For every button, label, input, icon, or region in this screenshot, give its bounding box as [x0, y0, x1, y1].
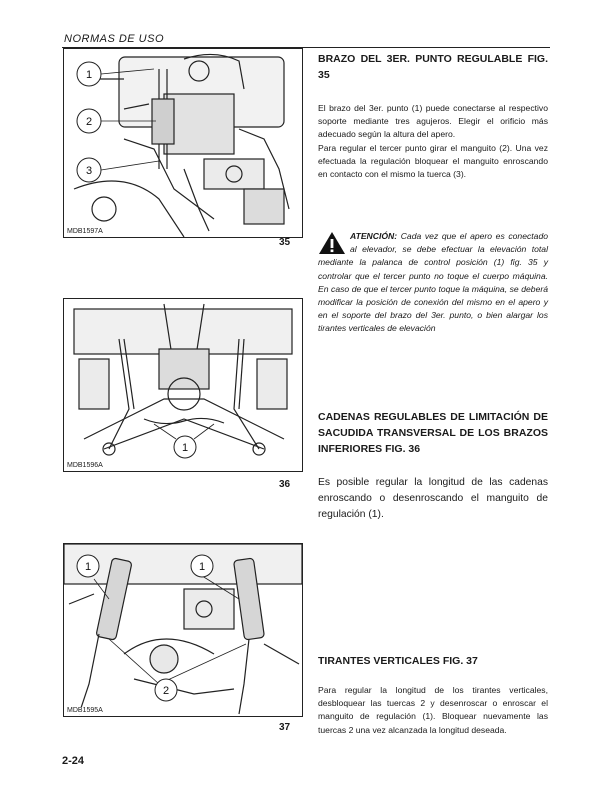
- figure-37-illustration: [64, 544, 302, 716]
- section-3-paragraph-1: Para regular la longitud de los tirantes verticales, desbloquear las tuercas 2 y desenroscar o enroscar el manguito de regulación (1). Bloquear nuevamente las tuercas 2 una vez alcanzada la longitud deseada.: [318, 685, 548, 735]
- callout-2-label: 2: [85, 116, 93, 128]
- figure-37-code: MDB1595A: [67, 707, 103, 714]
- figure-36-number: 36: [279, 479, 291, 490]
- figure-35-number: 35: [279, 237, 291, 248]
- figure-35-code: MDB1597A: [67, 228, 103, 235]
- section-2-title: CADENAS REGULABLES DE LIMITACIÓN DE SACUDIDA TRANSVERSAL DE LOS BRAZOS INFERIORES FIG. 36: [318, 411, 548, 455]
- section-1-body: [318, 102, 548, 181]
- callout-2-label: 2: [162, 685, 170, 697]
- callout-1a-label: 1: [84, 561, 92, 573]
- section-2-body: [318, 475, 548, 523]
- callout-3-label: 3: [85, 165, 93, 177]
- section-3-body: [318, 684, 548, 737]
- callout-1-label: 1: [181, 442, 189, 454]
- section-header-title: NORMAS DE USO: [64, 33, 165, 45]
- section-2-paragraph-1: Es posible regular la longitud de las cadenas enroscando o desenroscando el manguito de regulación (1).: [318, 477, 548, 520]
- warning-label: ATENCIÓN:: [350, 231, 398, 241]
- section-1-paragraph-1: El brazo del 3er. punto (1) puede conectarse al respectivo soporte mediante tres agujeros. Elegir el orificio más adecuado según la altura del apero.: [318, 103, 548, 140]
- figure-35-image: [63, 48, 303, 238]
- section-brazo-3er-punto: [318, 51, 548, 83]
- figure-36-image: [63, 298, 303, 472]
- warning-triangle-icon: [318, 231, 346, 255]
- figure-37-image: [63, 543, 303, 717]
- warning-block: [318, 230, 548, 336]
- section-1-paragraph-2: Para regular el tercer punto girar el manguito (2). Una vez efectuada la regulación bloquear el manguito enroscando en contacto con el mismo la tuerca (3).: [318, 142, 548, 180]
- section-cadenas-regulables: [318, 409, 548, 457]
- callout-1b-label: 1: [198, 561, 206, 573]
- figure-35-illustration: [64, 49, 302, 237]
- figure-36-code: MDB1596A: [67, 462, 103, 469]
- page-number: 2-24: [62, 755, 85, 767]
- figure-36-illustration: [64, 299, 302, 471]
- section-1-title: BRAZO DEL 3ER. PUNTO REGULABLE FIG. 35: [318, 53, 548, 81]
- section-tirantes-verticales: [318, 653, 548, 669]
- callout-1-label: 1: [85, 69, 93, 81]
- warning-text: [318, 230, 548, 336]
- figure-37-number: 37: [279, 722, 291, 733]
- warning-body: Cada vez que el apero es conectado al elevador, se debe efectuar la elevación total mediante la palanca de control posición (1) fig. 35 y controlar que el tercer punto no toque el cuerpo máquina. En caso de que el tercer punto toque la máquina, se deberá modificar la posición de conexión del mismo en el apero y en el soporte del brazo del 3er. punto, o bien alargar los tirantes verticales de elevación: [318, 231, 548, 334]
- section-3-title: TIRANTES VERTICALES FIG. 37: [318, 655, 478, 667]
